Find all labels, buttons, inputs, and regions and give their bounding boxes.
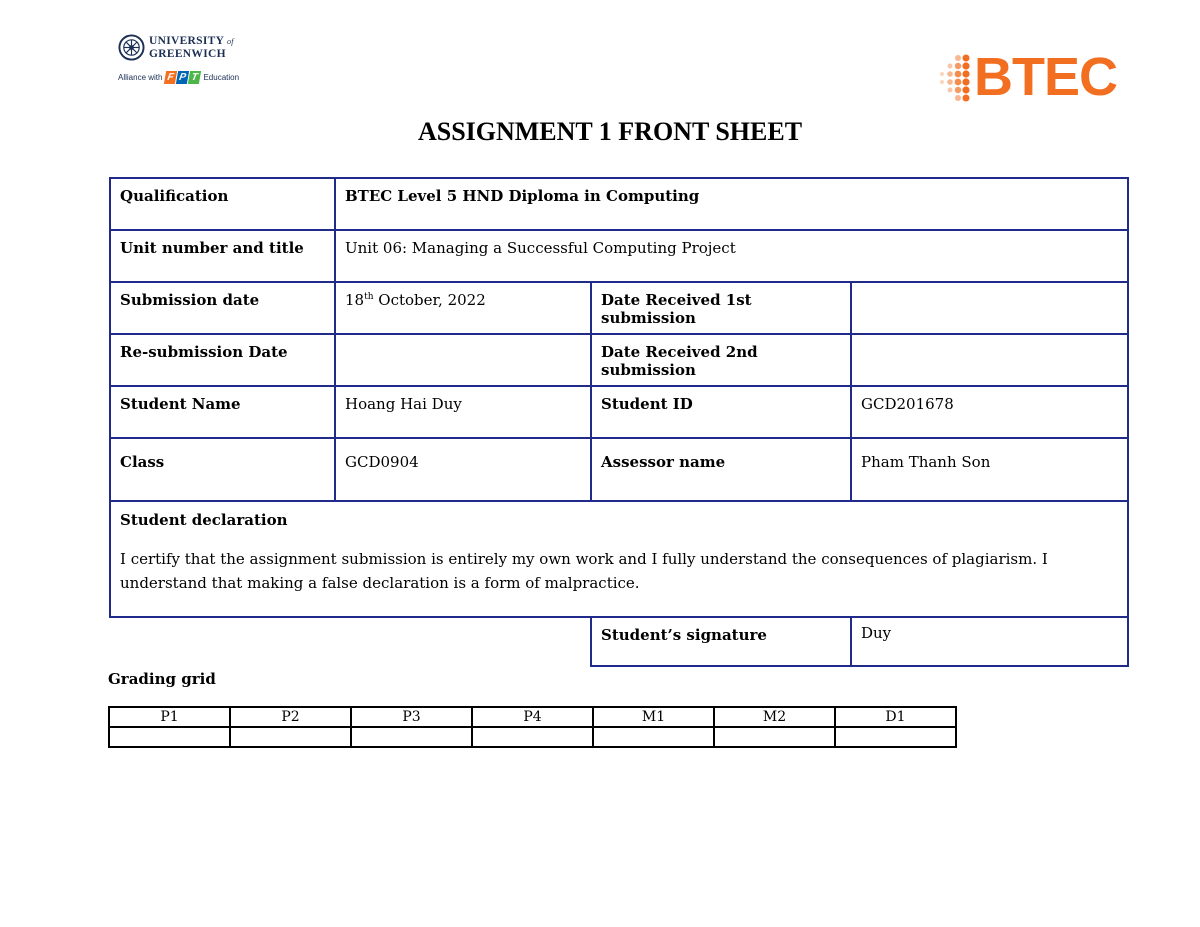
date-received-1-value <box>852 283 1126 291</box>
grade-value-p4 <box>472 727 593 747</box>
university-seal-icon <box>118 34 145 61</box>
submission-day: 18 <box>345 291 365 309</box>
signature-value: Duy <box>861 624 892 642</box>
student-name-value: Hoang Hai Duy <box>345 395 462 413</box>
page-title: ASSIGNMENT 1 FRONT SHEET <box>417 117 803 146</box>
grade-header-m2: M2 <box>714 707 835 727</box>
grading-grid-table <box>108 706 957 748</box>
btec-dots-icon <box>936 52 974 102</box>
grading-value-row <box>109 727 956 747</box>
submission-month-year: October, 2022 <box>373 291 486 309</box>
date-received-2-value <box>852 335 1126 343</box>
uog-of: of <box>226 37 234 46</box>
declaration-text: I certify that the assignment submission is entirely my own work and I fully understand the consequences of plagiarism. I understand that making a false declaration is a form of malpractice. <box>120 550 1048 592</box>
unit-label: Unit number and title <box>120 239 304 257</box>
education-text: Education <box>203 73 240 82</box>
grade-value-p1 <box>109 727 230 747</box>
class-value: GCD0904 <box>345 453 419 471</box>
student-id-value: GCD201678 <box>861 395 954 413</box>
grade-header-p2: P2 <box>230 707 351 727</box>
resubmission-date-value <box>336 335 590 343</box>
grade-header-p1: P1 <box>109 707 230 727</box>
grade-value-p3 <box>351 727 472 747</box>
grading-header-row <box>109 707 956 727</box>
student-id-label: Student ID <box>601 395 693 413</box>
fpt-letter-p: P <box>176 71 189 84</box>
grade-header-m1: M1 <box>593 707 714 727</box>
uog-line2: GREENWICH <box>149 48 226 60</box>
assessor-value: Pham Thanh Son <box>861 453 991 471</box>
student-name-label: Student Name <box>120 395 241 413</box>
grade-value-d1 <box>835 727 956 747</box>
date-received-1-label: Date Received 1st submission <box>601 291 752 327</box>
grade-header-d1: D1 <box>835 707 956 727</box>
grade-value-p2 <box>230 727 351 747</box>
class-label: Class <box>120 453 165 471</box>
resubmission-date-label: Re-submission Date <box>120 343 288 361</box>
fpt-logo <box>165 71 201 84</box>
qualification-value: BTEC Level 5 HND Diploma in Computing <box>345 187 700 205</box>
signature-label: Student’s signature <box>601 626 767 644</box>
unit-value: Unit 06: Managing a Successful Computing Project <box>345 239 736 257</box>
submission-date-label: Submission date <box>120 291 260 309</box>
qualification-label: Qualification <box>120 187 229 205</box>
grade-value-m1 <box>593 727 714 747</box>
submission-day-suffix: th <box>364 292 374 302</box>
fpt-letter-f: F <box>164 71 177 84</box>
grade-header-p3: P3 <box>351 707 472 727</box>
grade-value-m2 <box>714 727 835 747</box>
assessor-label: Assessor name <box>601 453 726 471</box>
university-of-greenwich-logo <box>118 34 258 94</box>
date-received-2-label: Date Received 2nd submission <box>601 343 758 379</box>
btec-logo <box>936 48 1120 106</box>
declaration-label: Student declaration <box>120 511 288 529</box>
submission-date-value <box>336 283 590 309</box>
uog-line1: UNIVERSITY <box>149 35 224 47</box>
btec-wordmark: BTEC <box>974 47 1117 107</box>
fpt-letter-t: T <box>188 71 201 84</box>
grading-grid-title: Grading grid <box>108 670 216 688</box>
alliance-text: Alliance with <box>118 73 163 82</box>
grade-header-p4: P4 <box>472 707 593 727</box>
